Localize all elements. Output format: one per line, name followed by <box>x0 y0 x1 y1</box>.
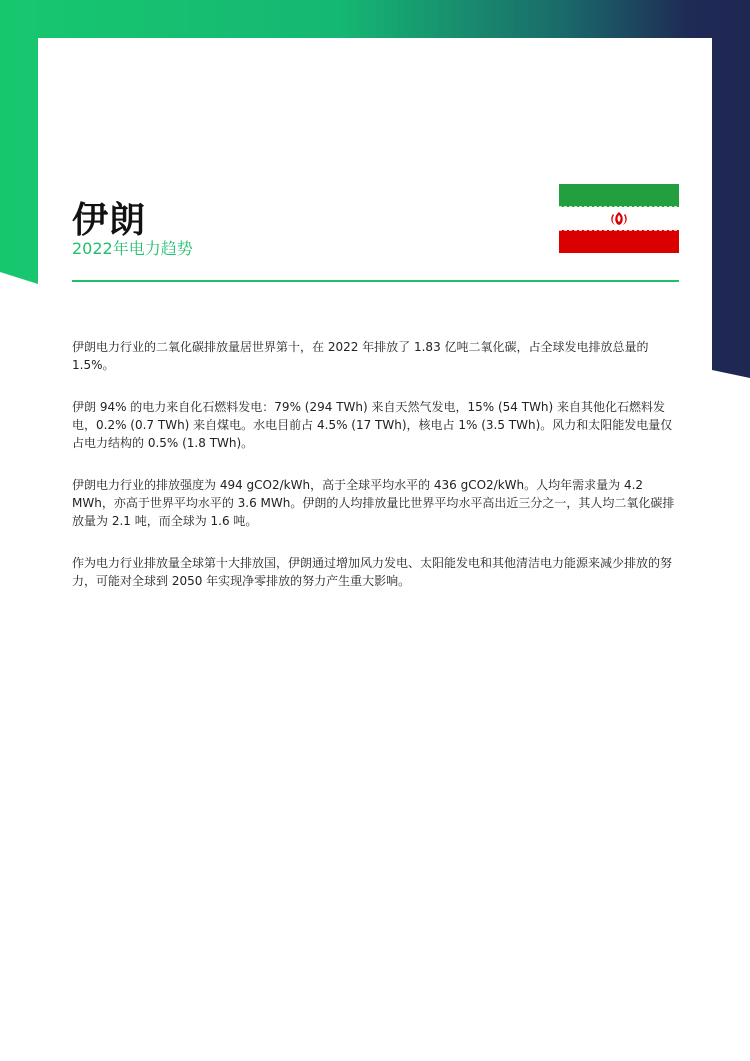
paragraph-power-mix: 伊朗 94% 的电力来自化石燃料发电：79% (294 TWh) 来自天然气发电，15% (54 TWh) 来自其他化石燃料发电，0.2% (0.7 TWh) 来自煤电。水电目前占 4.5% (17 TWh)，核电占 1% (3.5 TWh)。风力和太阳能发电量仅占电力结构的 0.5% (1.8 TWh)。 <box>72 400 673 450</box>
page-title: 伊朗 <box>72 200 147 241</box>
paragraph-emissions-intensity: 伊朗电力行业的排放强度为 494 gCO2/kWh，高于全球平均水平的 436 gCO2/kWh。人均年需求量为 4.2 MWh，亦高于世界平均水平的 3.6 MWh。伊朗的人均排放量比世界平均水平高出近三分之一，其人均二氧化碳排放量为 2.1 吨，而全球为 1.6 吨。 <box>72 478 675 528</box>
paragraph-outlook: 作为电力行业排放量全球第十大排放国，伊朗通过增加风力发电、太阳能发电和其他清洁电力能源来减少排放的努力，可能对全球到 2050 年实现净零排放的努力产生重大影响。 <box>72 556 673 588</box>
flag-green-stripe <box>559 184 679 207</box>
flag-white-stripe <box>559 207 679 230</box>
body-text <box>72 338 682 614</box>
iran-flag-icon <box>559 184 679 253</box>
flag-red-stripe <box>559 230 679 253</box>
page-subtitle: 2022年电力趋势 <box>72 239 193 258</box>
title-divider <box>72 280 679 282</box>
paragraph-emissions-rank: 伊朗电力行业的二氧化碳排放量居世界第十，在 2022 年排放了 1.83 亿吨二氧化碳，占全球发电排放总量的 1.5%。 <box>72 340 649 372</box>
